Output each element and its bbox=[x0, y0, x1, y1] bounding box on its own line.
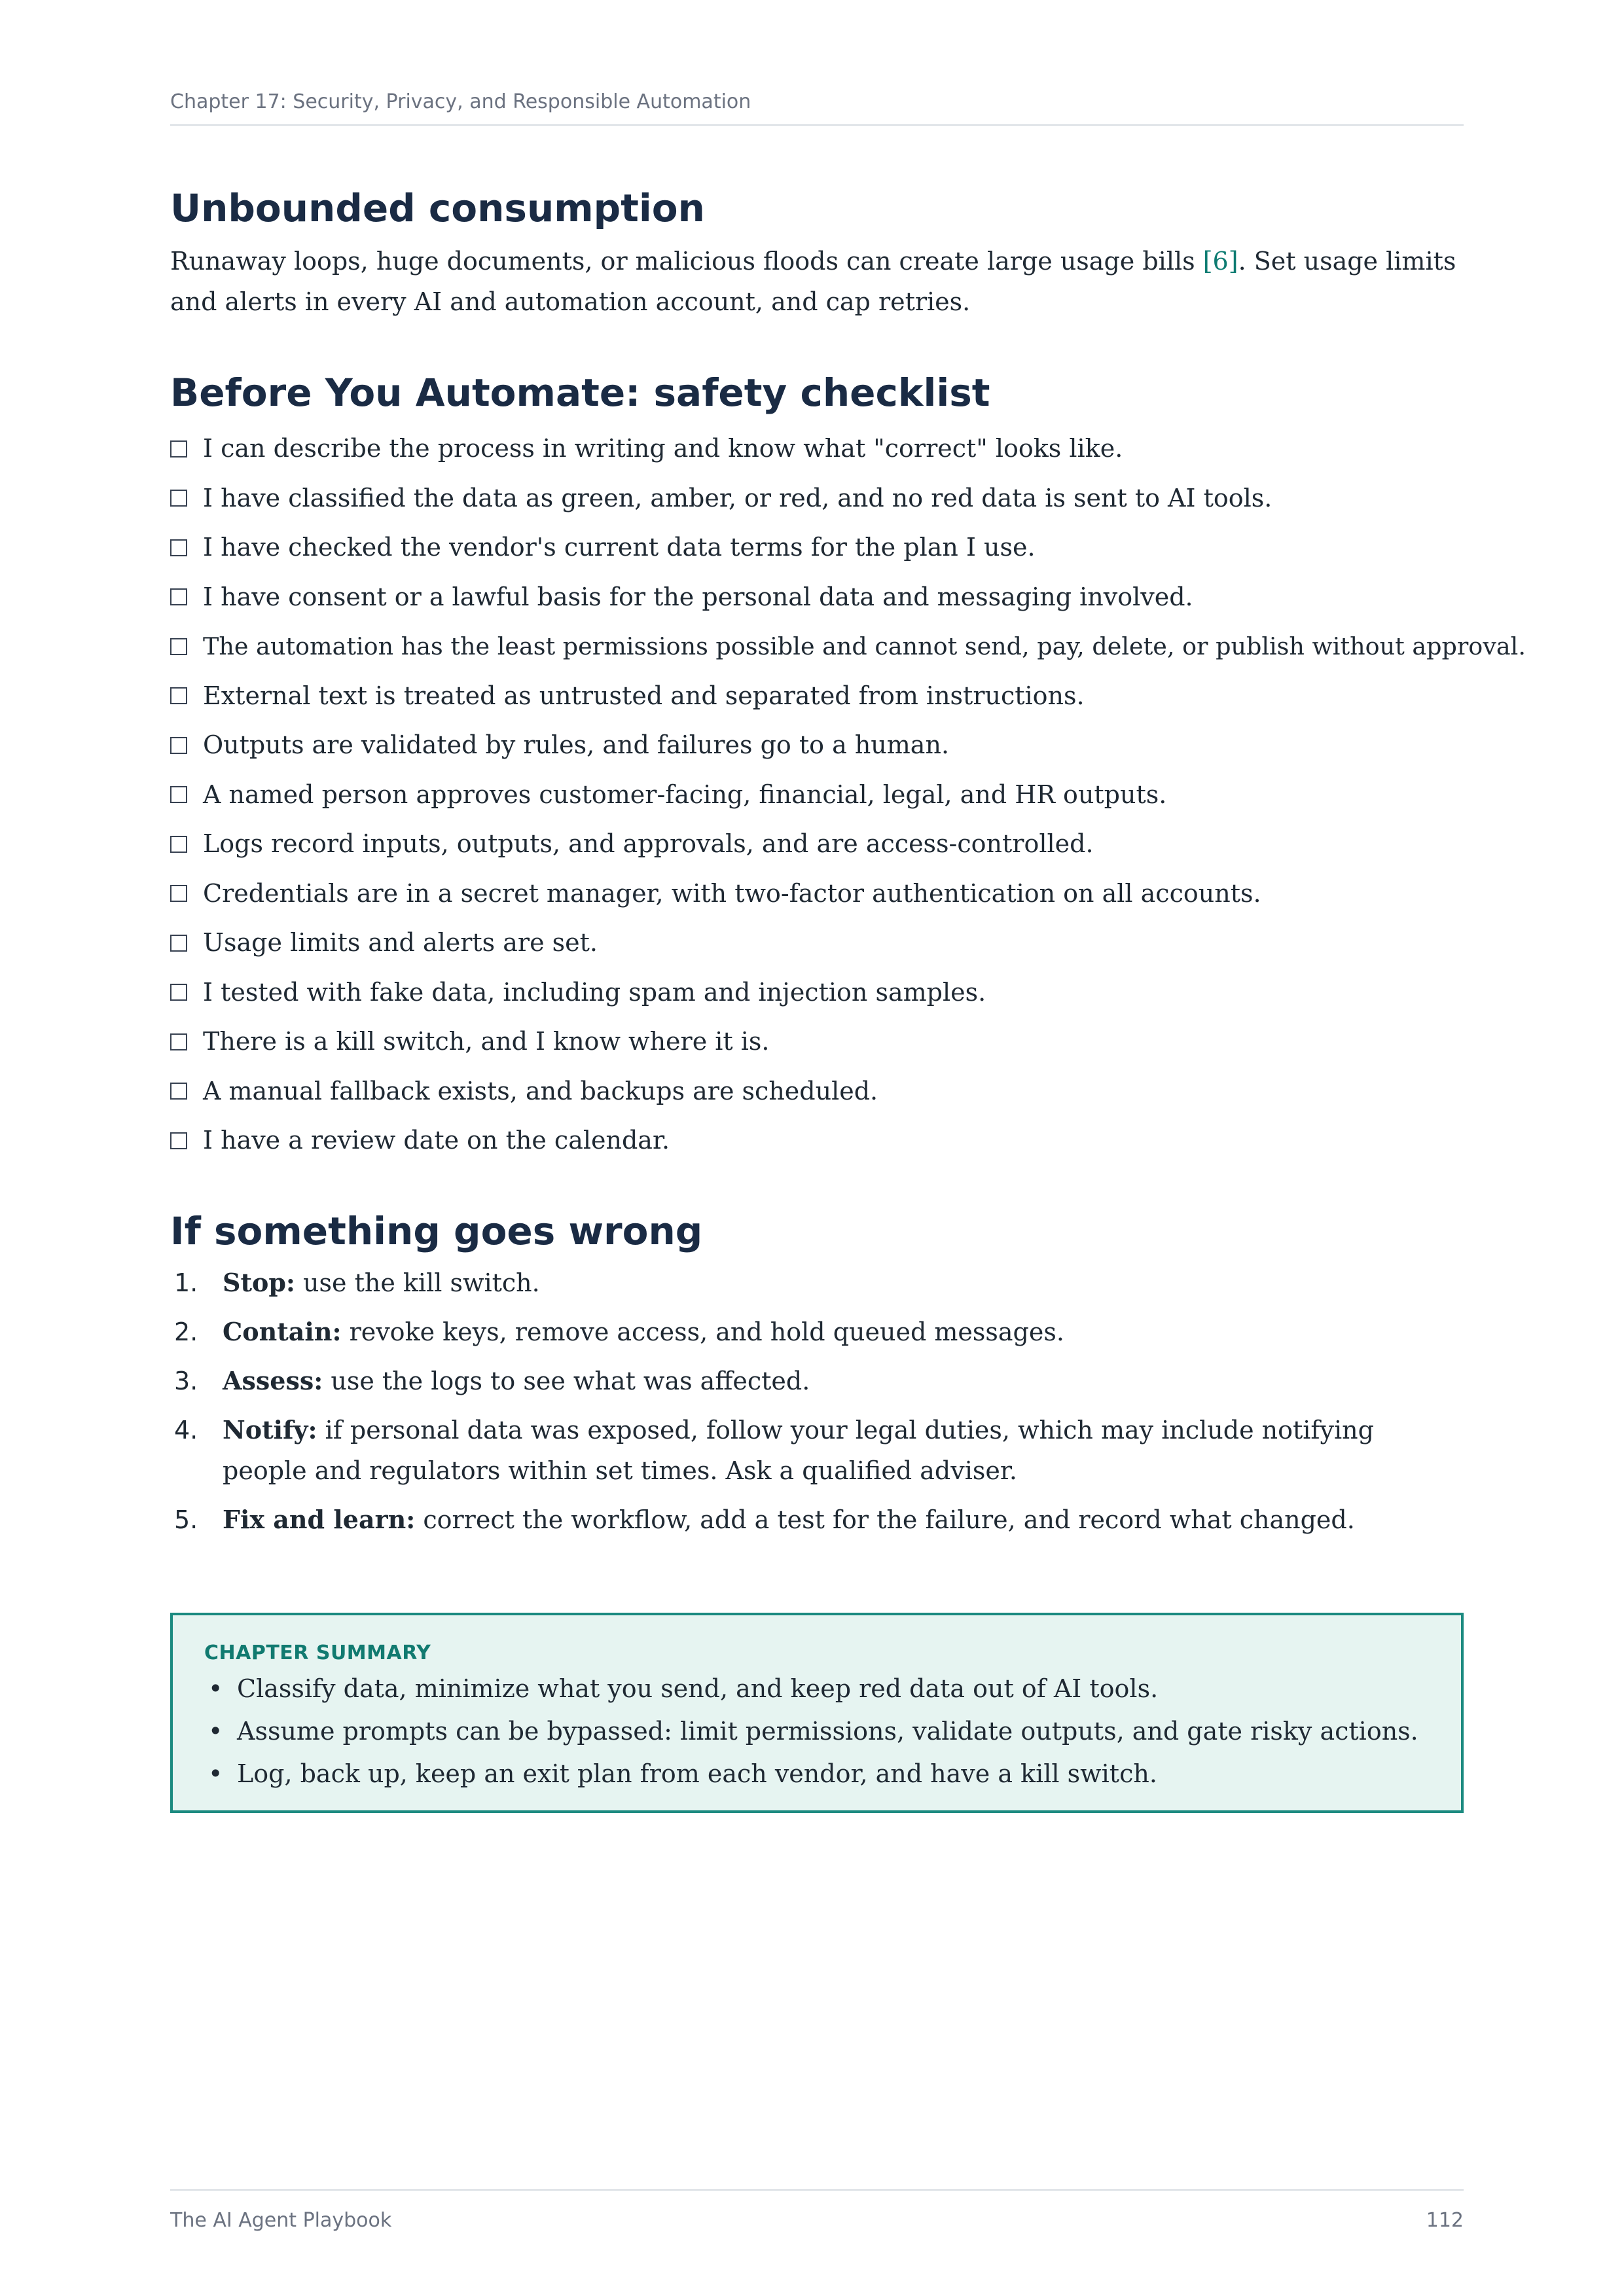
checkbox-icon[interactable] bbox=[170, 687, 187, 704]
section-if-something-goes-wrong bbox=[170, 1200, 1464, 1540]
checkbox-icon[interactable] bbox=[170, 984, 187, 1001]
step-term: Notify: bbox=[223, 1414, 317, 1444]
step-number: 4. bbox=[174, 1415, 198, 1444]
section-safety-checklist bbox=[170, 361, 1526, 1166]
step-description: correct the workflow, add a test for the failure, and record what changed. bbox=[415, 1505, 1355, 1534]
step-term: Fix and learn: bbox=[223, 1504, 416, 1534]
checklist-item-text: Logs record inputs, outputs, and approvals, and are access-controlled. bbox=[203, 829, 1094, 858]
checkbox-icon[interactable] bbox=[170, 885, 187, 902]
checklist-item-text: External text is treated as untrusted and separated from instructions. bbox=[203, 681, 1085, 710]
section-heading: Before You Automate: safety checklist bbox=[170, 370, 990, 415]
checklist-item bbox=[170, 1116, 1464, 1166]
step-text bbox=[223, 1410, 1464, 1491]
checklist-item bbox=[170, 1067, 1464, 1117]
checklist-item bbox=[170, 869, 1464, 919]
section-heading: If something goes wrong bbox=[170, 1208, 703, 1253]
citation-link[interactable]: [6] bbox=[1202, 247, 1238, 276]
checklist-item-text: Usage limits and alerts are set. bbox=[203, 928, 598, 957]
checkbox-icon[interactable] bbox=[170, 1083, 187, 1100]
checklist-item bbox=[170, 968, 1464, 1018]
numbered-steps bbox=[170, 1263, 1464, 1540]
summary-item-text: Assume prompts can be bypassed: limit permissions, validate outputs, and gate risky actions. bbox=[237, 1717, 1418, 1746]
step-number: 1. bbox=[174, 1268, 198, 1297]
checklist-item-text: I can describe the process in writing and know what "correct" looks like. bbox=[203, 434, 1123, 463]
step-text bbox=[223, 1361, 1464, 1401]
checkbox-icon[interactable] bbox=[170, 1033, 187, 1050]
checkbox-icon[interactable] bbox=[170, 836, 187, 853]
checklist-item bbox=[170, 523, 1464, 573]
checklist-item bbox=[170, 424, 1464, 474]
page-content bbox=[170, 177, 1526, 1579]
paragraph-text: . Set usage limits and alerts in every AI and automation account, and cap retries. bbox=[170, 247, 1456, 316]
checkbox-icon[interactable] bbox=[170, 490, 187, 507]
step-description: use the logs to see what was affected. bbox=[323, 1366, 810, 1395]
checklist-item-text: A manual fallback exists, and backups are scheduled. bbox=[203, 1076, 878, 1105]
section-unbounded-consumption bbox=[170, 177, 1464, 322]
step-description: revoke keys, remove access, and hold queued messages. bbox=[341, 1317, 1064, 1346]
checkbox-icon[interactable] bbox=[170, 935, 187, 952]
checklist-item bbox=[170, 672, 1464, 721]
step-number: 3. bbox=[174, 1366, 198, 1395]
step-item bbox=[170, 1410, 1464, 1491]
checkbox-icon[interactable] bbox=[170, 786, 187, 803]
step-description: if personal data was exposed, follow your legal duties, which may include notifying people and regulators within set times. Ask a qualified adviser. bbox=[223, 1415, 1374, 1485]
summary-title: CHAPTER SUMMARY bbox=[204, 1641, 431, 1664]
bullet-icon: • bbox=[208, 1674, 223, 1703]
checklist-item-text: Outputs are validated by rules, and failures go to a human. bbox=[203, 730, 950, 759]
checklist-item-text: I have checked the vendor's current data terms for the plan I use. bbox=[203, 533, 1036, 562]
section-heading: Unbounded consumption bbox=[170, 186, 705, 230]
step-description: use the kill switch. bbox=[295, 1268, 540, 1297]
running-footer bbox=[170, 2189, 1464, 2232]
step-text bbox=[223, 1263, 1464, 1303]
checklist-item bbox=[170, 573, 1464, 622]
step-text bbox=[223, 1499, 1464, 1540]
step-number: 5. bbox=[174, 1505, 198, 1534]
step-item bbox=[170, 1263, 1464, 1303]
step-item bbox=[170, 1361, 1464, 1401]
checkbox-icon[interactable] bbox=[170, 1132, 187, 1149]
step-item bbox=[170, 1312, 1464, 1352]
checklist-item-text: There is a kill switch, and I know where it is. bbox=[203, 1027, 770, 1056]
checklist-item-text: Credentials are in a secret manager, with two-factor authentication on all accounts. bbox=[203, 878, 1261, 908]
checklist-item-text: I have consent or a lawful basis for the personal data and messaging involved. bbox=[203, 582, 1193, 611]
page-number: 112 bbox=[1426, 2209, 1464, 2232]
running-header-title: Chapter 17: Security, Privacy, and Responsible Automation bbox=[170, 90, 751, 113]
checklist-item-text: A named person approves customer-facing, financial, legal, and HR outputs. bbox=[203, 780, 1167, 809]
checkbox-icon[interactable] bbox=[170, 638, 187, 655]
checklist-item-text: The automation has the least permissions possible and cannot send, pay, delete, or publish without approval. bbox=[203, 632, 1526, 660]
section-paragraph bbox=[170, 241, 1464, 322]
step-term: Contain: bbox=[223, 1316, 342, 1346]
paragraph-text: Runaway loops, huge documents, or malicious floods can create large usage bills bbox=[170, 247, 1203, 276]
summary-item bbox=[204, 1753, 1430, 1795]
checklist-item bbox=[170, 819, 1464, 869]
checklist-item-text: I have classified the data as green, amber, or red, and no red data is sent to AI tools. bbox=[203, 483, 1272, 512]
step-term: Assess: bbox=[223, 1365, 323, 1395]
step-item bbox=[170, 1499, 1464, 1540]
checklist-item-text: I tested with fake data, including spam and injection samples. bbox=[203, 977, 986, 1007]
checklist-item bbox=[170, 770, 1464, 820]
checklist-item-text: I have a review date on the calendar. bbox=[203, 1126, 670, 1155]
summary-item-text: Classify data, minimize what you send, and keep red data out of AI tools. bbox=[237, 1674, 1159, 1703]
bullet-icon: • bbox=[208, 1717, 223, 1746]
checklist bbox=[170, 424, 1526, 1166]
document-page bbox=[170, 0, 1526, 2296]
checklist-item bbox=[170, 622, 1526, 672]
step-text bbox=[223, 1312, 1464, 1352]
checklist-item bbox=[170, 918, 1464, 968]
step-number: 2. bbox=[174, 1317, 198, 1346]
chapter-summary-box bbox=[170, 1613, 1464, 1813]
summary-item bbox=[204, 1668, 1430, 1710]
running-header bbox=[170, 89, 1464, 126]
checkbox-icon[interactable] bbox=[170, 737, 187, 754]
checkbox-icon[interactable] bbox=[170, 539, 187, 556]
footer-book-title: The AI Agent Playbook bbox=[170, 2209, 392, 2232]
checklist-item bbox=[170, 721, 1464, 770]
bullet-icon: • bbox=[208, 1759, 223, 1788]
summary-item bbox=[204, 1710, 1430, 1753]
checkbox-icon[interactable] bbox=[170, 440, 187, 457]
checklist-item bbox=[170, 474, 1464, 524]
checklist-item bbox=[170, 1017, 1464, 1067]
summary-list bbox=[204, 1668, 1430, 1795]
step-term: Stop: bbox=[223, 1267, 295, 1297]
summary-item-text: Log, back up, keep an exit plan from each vendor, and have a kill switch. bbox=[237, 1759, 1157, 1788]
checkbox-icon[interactable] bbox=[170, 588, 187, 605]
